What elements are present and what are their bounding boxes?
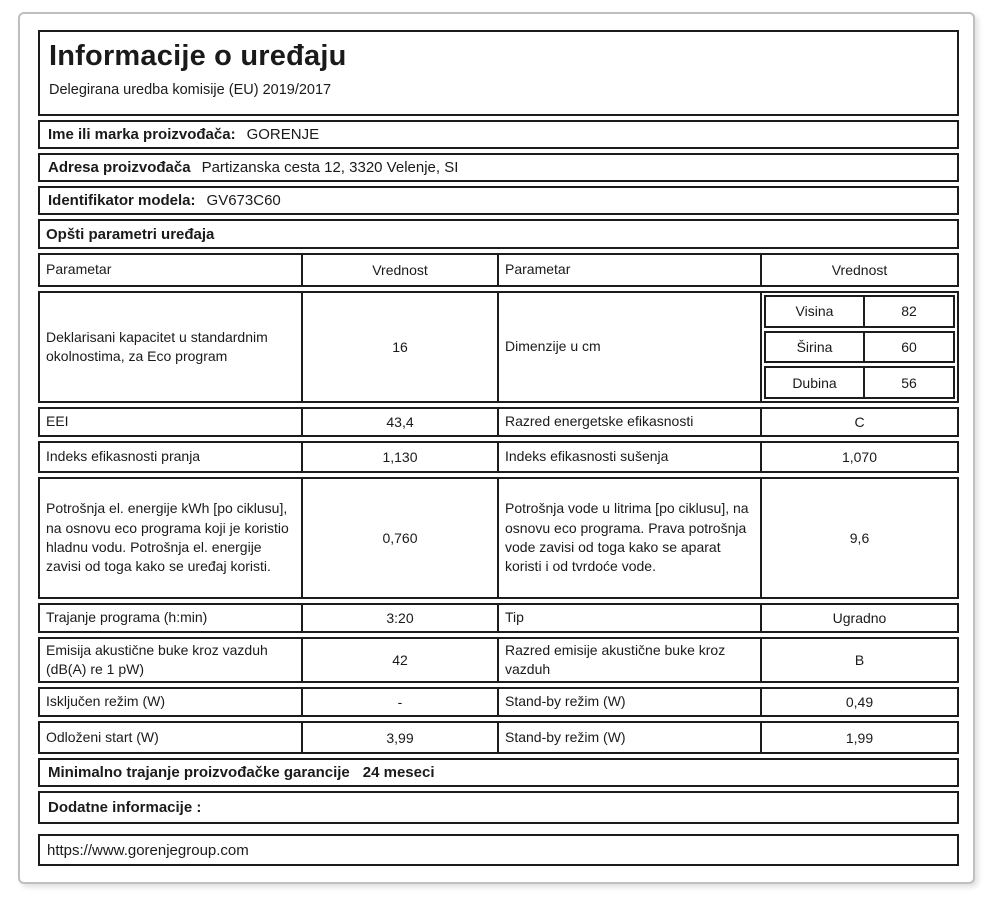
model-identifier-row [38,186,959,215]
manufacturer-name-row [38,120,959,149]
param-cell: Potrošnja el. energije kWh [po ciklusu], na osnovu eco programa koji je koristio hladnu vodu. Potrošnja el. energije zavisi od toga kako se uređaj koristi. [46,500,289,575]
value-cell: 9,6 [760,479,957,597]
model-identifier-value: GV673C60 [206,192,281,209]
param-cell: Tip [497,605,760,631]
dimension-height-row [764,295,955,328]
param-cell: Isključen režim (W) [46,693,166,710]
section-general-parameters [38,219,959,249]
capacity-value: 16 [301,293,497,401]
param-cell: Odloženi start (W) [46,728,159,745]
table-row-noise [38,637,959,683]
param-cell: Stand-by režim (W) [497,723,760,752]
product-fiche [38,30,959,866]
param-cell: Emisija akustične buke kroz vazduh (dB(A) re 1 pW) [46,641,268,677]
col-header-parameter-left: Parametar [46,261,112,278]
table-row-eei [38,407,959,437]
table-row-wash-index [38,441,959,473]
manufacturer-address-row [38,153,959,182]
page-subtitle: Delegirana uredba komisije (EU) 2019/2017 [49,82,332,99]
table-row-capacity-dimensions [38,291,959,403]
manufacturer-name-label: Ime ili marka proizvođača: [48,126,236,143]
value-cell: 43,4 [301,409,497,435]
dimension-depth-label: Dubina [766,368,865,397]
dimension-height-value: 82 [901,303,917,320]
table-row-off-mode [38,687,959,717]
dimension-height-label: Visina [766,297,865,326]
param-cell: Razred energetske efikasnosti [497,409,760,435]
value-cell: 1,99 [760,723,957,752]
page-frame [18,12,975,884]
model-identifier-label: Identifikator modela: [48,192,196,209]
dimensions-param: Dimenzije u cm [497,293,760,401]
table-header-row [38,253,959,287]
capacity-param: Deklarisani kapacitet u standardnim okolnostima, za Eco program [46,328,268,364]
dimension-depth-row [764,366,955,399]
dimensions-cell [760,293,957,401]
warranty-label: Minimalno trajanje proizvođačke garancije [48,764,350,781]
table-row-consumption [38,477,959,599]
title-block [38,30,959,116]
dimension-width-label: Širina [766,333,865,362]
section-title: Opšti parametri uređaja [46,225,215,243]
param-cell: Trajanje programa (h:min) [46,609,208,626]
col-header-value-left: Vrednost [301,255,497,285]
value-cell: - [301,689,497,715]
manufacturer-address-label: Adresa proizvođača [48,159,191,176]
param-cell: Indeks efikasnosti pranja [46,448,201,465]
value-cell: 0,49 [760,689,957,715]
value-cell: 1,070 [760,443,957,471]
table-row-program-duration [38,603,959,633]
value-cell: 3:20 [301,605,497,631]
dimension-width-row [764,331,955,364]
additional-info-row [38,791,959,824]
warranty-value: 24 meseci [362,764,435,781]
value-cell: 1,130 [301,443,497,471]
param-cell: EEI [46,413,69,430]
manufacturer-name-value: GORENJE [246,126,320,143]
table-row-delayed-start [38,721,959,754]
value-cell: 42 [301,639,497,681]
param-cell: Potrošnja vode u litrima [po ciklusu], na osnovu eco programa. Prava potrošnja vode zavisi od toga kako se aparat koristi i od tvrdoće vode. [497,479,760,597]
dimension-width-value: 60 [901,339,917,355]
website-link: https://www.gorenjegroup.com [47,841,249,859]
param-cell: Indeks efikasnosti sušenja [497,443,760,471]
col-header-value-right: Vrednost [760,255,957,285]
value-cell: 0,760 [301,479,497,597]
value-cell: Ugradno [760,605,957,631]
param-cell: Stand-by režim (W) [497,689,760,715]
warranty-row [38,758,959,787]
value-cell: C [760,409,957,435]
manufacturer-address-value: Partizanska cesta 12, 3320 Velenje, SI [201,159,459,176]
value-cell: 3,99 [301,723,497,752]
col-header-parameter-right: Parametar [497,255,760,285]
dimension-depth-value: 56 [901,374,917,391]
value-cell: B [760,639,957,681]
param-cell: Razred emisije akustične buke kroz vazduh [497,639,760,681]
page-title: Informacije o uređaju [49,40,347,72]
additional-info-label: Dodatne informacije : [48,799,202,816]
website-row [38,834,959,866]
